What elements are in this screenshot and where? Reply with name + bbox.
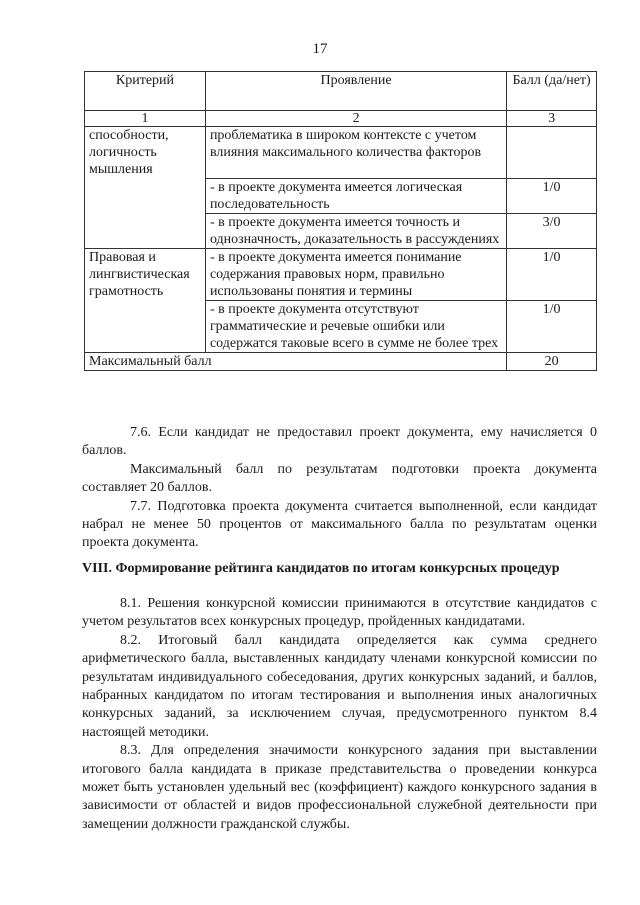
- criteria-table: [84, 71, 597, 371]
- section-8-text: [82, 595, 597, 834]
- criterion-cell: [85, 213, 206, 248]
- paragraph: 8.1. Решения конкурсной комиссии принимаются в отсутствие кандидатов с учетом результатов всех конкурсных процедур, пройденных кандидатами.: [82, 596, 597, 630]
- page-number: 17: [312, 41, 328, 57]
- column-number: 3: [507, 111, 597, 127]
- table-row: [85, 127, 597, 179]
- score-cell: 3/0: [507, 213, 597, 248]
- score-cell: 1/0: [507, 248, 597, 300]
- score-cell: 1/0: [507, 300, 597, 352]
- column-number: 2: [205, 111, 506, 127]
- max-score-row: [85, 352, 597, 370]
- header-criterion: Критерий: [85, 72, 206, 111]
- table-row: [85, 213, 597, 248]
- section-7-text: [82, 424, 597, 553]
- section-heading: VIII. Формирование рейтинга кандидатов по итогам конкурсных процедур: [82, 561, 560, 576]
- criterion-cell: [85, 300, 206, 352]
- manifestation-cell: - в проекте документа имеется понимание содержания правовых норм, правильно использованы понятия и термины: [205, 248, 506, 300]
- paragraph: 8.3. Для определения значимости конкурсного задания при выставлении итогового балла кандидата в приказе представительства о проведении конкурса может быть установлен удельный вес (коэффициент) каждого конкурсного задания в зависимости от областей и видов профессиональной служебной деятельности при замещении должности гражданской службы.: [82, 743, 597, 832]
- column-number-row: [85, 111, 597, 127]
- manifestation-cell: - в проекте документа имеется логическая последовательность: [205, 178, 506, 213]
- manifestation-cell: - в проекте документа отсутствуют грамматические и речевые ошибки или содержатся таковые всего в сумме не более трех: [205, 300, 506, 352]
- header-manifestation: Проявление: [205, 72, 506, 111]
- paragraph: 7.6. Если кандидат не предоставил проект документа, ему начисляется 0 баллов.: [82, 425, 597, 459]
- table-row: [85, 300, 597, 352]
- max-score-value: 20: [507, 352, 597, 370]
- manifestation-cell: - в проекте документа имеется точность и однозначность, доказательность в рассуждениях: [205, 213, 506, 248]
- table-row: [85, 248, 597, 300]
- paragraph: 7.7. Подготовка проекта документа считается выполненной, если кандидат набрал не менее 50 процентов от максимального балла по результатам оценки проекта документа.: [82, 498, 597, 551]
- criterion-cell: [85, 178, 206, 213]
- table-header-row: [85, 72, 597, 111]
- paragraph: Максимальный балл по результатам подготовки проекта документа составляет 20 баллов.: [82, 461, 597, 496]
- score-cell: [507, 127, 597, 179]
- manifestation-cell: проблематика в широком контексте с учетом влияния максимального количества факторов: [205, 127, 506, 179]
- criterion-cell: способности, логичность мышления: [85, 127, 206, 179]
- score-cell: 1/0: [507, 178, 597, 213]
- column-number: 1: [85, 111, 206, 127]
- max-score-label: Максимальный балл: [85, 352, 507, 370]
- paragraph: 8.2. Итоговый балл кандидата определяется как сумма среднего арифметического балла, выставленных кандидату членами конкурсной комиссии по результатам индивидуального собеседования, других конкурсных заданий, и баллов, набранных кандидатом по итогам тестирования и выполнения иных аналогичных конкурсных заданий, за исключением случая, предусмотренного пунктом 8.4 настоящей методики.: [82, 632, 597, 740]
- criterion-cell: Правовая и лингвистическая грамотность: [85, 248, 206, 300]
- table-row: [85, 178, 597, 213]
- header-score: Балл (да/нет): [507, 72, 597, 111]
